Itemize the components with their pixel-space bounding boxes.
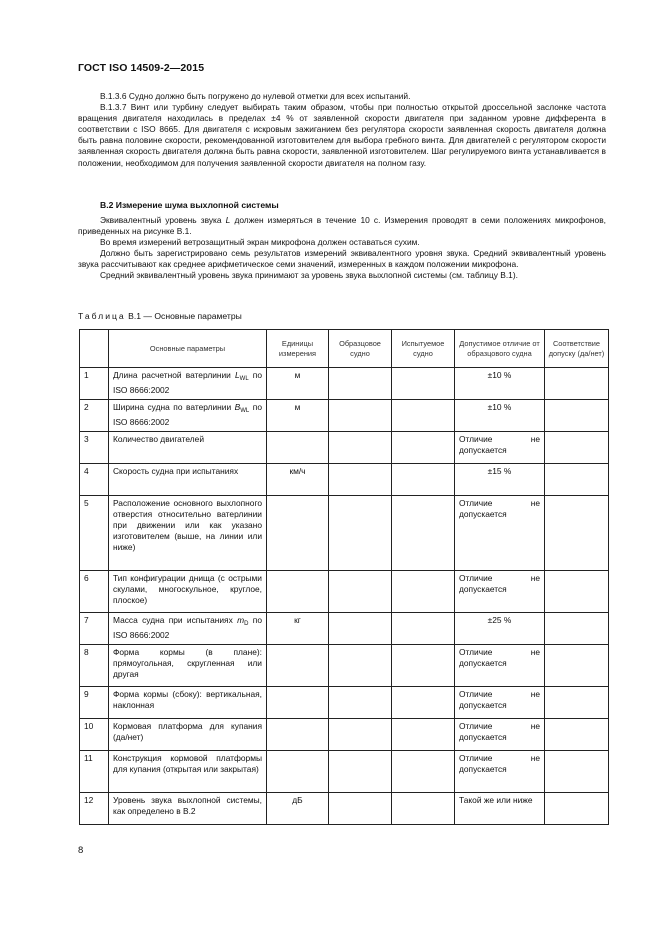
row-number: 10 [80, 719, 109, 751]
row-unit: дБ [267, 793, 329, 825]
row-parameter: Ширина судна по ватерлинии $B_{WL}$ по ISO 8666:2002 [109, 400, 267, 432]
row-unit [267, 751, 329, 793]
header-num [80, 330, 109, 368]
symbol-l: L [225, 215, 231, 225]
row-test-value [392, 571, 455, 613]
row-test-value [392, 793, 455, 825]
row-compliance [545, 571, 609, 613]
row-unit [267, 687, 329, 719]
row-parameter: Кормовая платформа для купания (да/нет) [109, 719, 267, 751]
table-body [80, 368, 609, 825]
row-sample-value [329, 496, 392, 571]
row-compliance [545, 464, 609, 496]
parameter-symbol: m [237, 615, 245, 625]
row-parameter: Конструкция кормовой платформы для купания (открытая или закрытая) [109, 751, 267, 793]
row-deviation: Отличие не допускается [455, 687, 545, 719]
row-deviation: ±25 % [455, 613, 545, 645]
table-row [80, 496, 609, 571]
document-header: ГОСТ ISO 14509-2—2015 [78, 62, 205, 74]
row-compliance [545, 496, 609, 571]
row-unit [267, 645, 329, 687]
parameter-subscript: WL [239, 376, 249, 382]
header-unit: Единицы измерения [267, 330, 329, 368]
parameter-symbol: L [235, 370, 240, 380]
paragraph-b137: В.1.3.7 Винт или турбину следует выбирать таким образом, чтобы при полностью открытой дроссельной заслонке частота вращения двигателя находилась в пределах ±4 % от заявленной скорости двигателя при заданном уровне дифферента в соответствии с ISO 8665. Для двигателя с искровым зажиганием без регулятора скорости заявленная скорость двигателя должна быть равна половине скорости, рекомендованной изготовителем для выбора гребного винта. Для двигателей с регулятором скорости заявленная скорость двигателя должна быть равна скорости, заявленной изготовителем. Шаг регулируемого винта устанавливается в положении, необходимом для получения заявленной скорости двигателя на полном газу. [78, 102, 606, 168]
row-deviation: Отличие не допускается [455, 432, 545, 464]
table-row [80, 751, 609, 793]
row-sample-value [329, 719, 392, 751]
row-test-value [392, 751, 455, 793]
row-deviation: Отличие не допускается [455, 645, 545, 687]
row-deviation: Отличие не допускается [455, 496, 545, 571]
row-number: 12 [80, 793, 109, 825]
row-deviation: ±10 % [455, 368, 545, 400]
parameter-subscript: WL [240, 408, 250, 414]
row-sample-value [329, 613, 392, 645]
row-sample-value [329, 793, 392, 825]
row-unit [267, 571, 329, 613]
section-text [78, 215, 606, 282]
row-sample-value [329, 400, 392, 432]
header-sample: Образцовое судно [329, 330, 392, 368]
header-deviation: Допустимое отличие от образцового судна [455, 330, 545, 368]
row-parameter: Количество двигателей [109, 432, 267, 464]
paragraph-windscreen: Во время измерений ветрозащитный экран микрофона должен оставаться сухим. [100, 237, 420, 248]
parameters-table [79, 329, 609, 825]
row-number: 6 [80, 571, 109, 613]
table-header-row [80, 330, 609, 368]
row-parameter: Форма кормы (сбоку): вертикальная, наклонная [109, 687, 267, 719]
row-compliance [545, 400, 609, 432]
row-number: 1 [80, 368, 109, 400]
row-test-value [392, 368, 455, 400]
parameter-symbol: B [234, 402, 241, 412]
intro-text [78, 91, 606, 169]
table-row [80, 645, 609, 687]
row-sample-value [329, 464, 392, 496]
row-unit: кг [267, 613, 329, 645]
paragraph-measure-duration: Эквивалентный уровень звука L должен измеряться в течение 10 с. Измерения проводят в семи положениях микрофонов, приведенных на рисунке В.1. [78, 215, 606, 237]
row-compliance [545, 613, 609, 645]
table-row [80, 571, 609, 613]
row-compliance [545, 368, 609, 400]
table-row [80, 464, 609, 496]
row-compliance [545, 793, 609, 825]
row-number: 7 [80, 613, 109, 645]
table-row [80, 687, 609, 719]
table-row [80, 719, 609, 751]
row-deviation: Отличие не допускается [455, 719, 545, 751]
table-row [80, 400, 609, 432]
table-row [80, 368, 609, 400]
row-number: 11 [80, 751, 109, 793]
row-test-value [392, 613, 455, 645]
row-deviation: Отличие не допускается [455, 571, 545, 613]
row-deviation: ±10 % [455, 400, 545, 432]
row-number: 9 [80, 687, 109, 719]
row-test-value [392, 687, 455, 719]
row-test-value [392, 400, 455, 432]
row-test-value [392, 464, 455, 496]
row-unit: м [267, 400, 329, 432]
paragraph-average: Средний эквивалентный уровень звука принимают за уровень звука выхлопной системы (см. таблицу В.1). [100, 270, 518, 281]
row-unit: км/ч [267, 464, 329, 496]
section-heading: В.2 Измерение шума выхлопной системы [100, 200, 279, 210]
row-number: 8 [80, 645, 109, 687]
row-test-value [392, 496, 455, 571]
row-unit [267, 719, 329, 751]
row-parameter: Уровень звука выхлопной системы, как определено в В.2 [109, 793, 267, 825]
row-number: 2 [80, 400, 109, 432]
row-compliance [545, 751, 609, 793]
row-number: 5 [80, 496, 109, 571]
row-test-value [392, 719, 455, 751]
row-parameter: Масса судна при испытаниях $m_D$ по ISO 8666:2002 [109, 613, 267, 645]
row-compliance [545, 645, 609, 687]
header-param: Основные параметры [109, 330, 267, 368]
row-test-value [392, 432, 455, 464]
row-parameter: Форма кормы (в плане): прямоугольная, скругленная или другая [109, 645, 267, 687]
row-parameter: Расположение основного выхлопного отверстия относительно ватерлинии при движении или как указано изготовителем (выше, на линии или ниже) [109, 496, 267, 571]
parameter-subscript: D [244, 621, 249, 627]
row-parameter: Длина расчетной ватерлинии $L_{WL}$ по ISO 8666:2002 [109, 368, 267, 400]
row-unit [267, 432, 329, 464]
row-sample-value [329, 645, 392, 687]
row-unit [267, 496, 329, 571]
row-unit: м [267, 368, 329, 400]
table-caption: Таблица В.1 — Основные параметры [78, 311, 242, 321]
row-sample-value [329, 751, 392, 793]
paragraph-b136: В.1.3.6 Судно должно быть погружено до нулевой отметки для всех испытаний. [100, 91, 411, 101]
row-sample-value [329, 368, 392, 400]
table-row [80, 613, 609, 645]
row-number: 4 [80, 464, 109, 496]
header-compliance: Соответствие допуску (да/нет) [545, 330, 609, 368]
row-parameter: Тип конфигурации днища (с острыми скулами, многоскульное, круглое, плоское) [109, 571, 267, 613]
table-row [80, 793, 609, 825]
row-sample-value [329, 687, 392, 719]
row-parameter: Скорость судна при испытаниях [109, 464, 267, 496]
row-compliance [545, 432, 609, 464]
row-number: 3 [80, 432, 109, 464]
row-test-value [392, 645, 455, 687]
row-compliance [545, 719, 609, 751]
row-sample-value [329, 571, 392, 613]
row-sample-value [329, 432, 392, 464]
row-deviation: Такой же или ниже [455, 793, 545, 825]
row-deviation: ±15 % [455, 464, 545, 496]
paragraph-results: Должно быть зарегистрировано семь результатов измерений эквивалентного уровня звука. Средний эквивалентный уровень звука рассчитывают как среднее арифметическое семи значений, измеренных в каждом положении микрофона. [78, 248, 606, 270]
header-test: Испытуемое судно [392, 330, 455, 368]
table-row [80, 432, 609, 464]
row-deviation: Отличие не допускается [455, 751, 545, 793]
page-number: 8 [78, 845, 84, 856]
row-compliance [545, 687, 609, 719]
